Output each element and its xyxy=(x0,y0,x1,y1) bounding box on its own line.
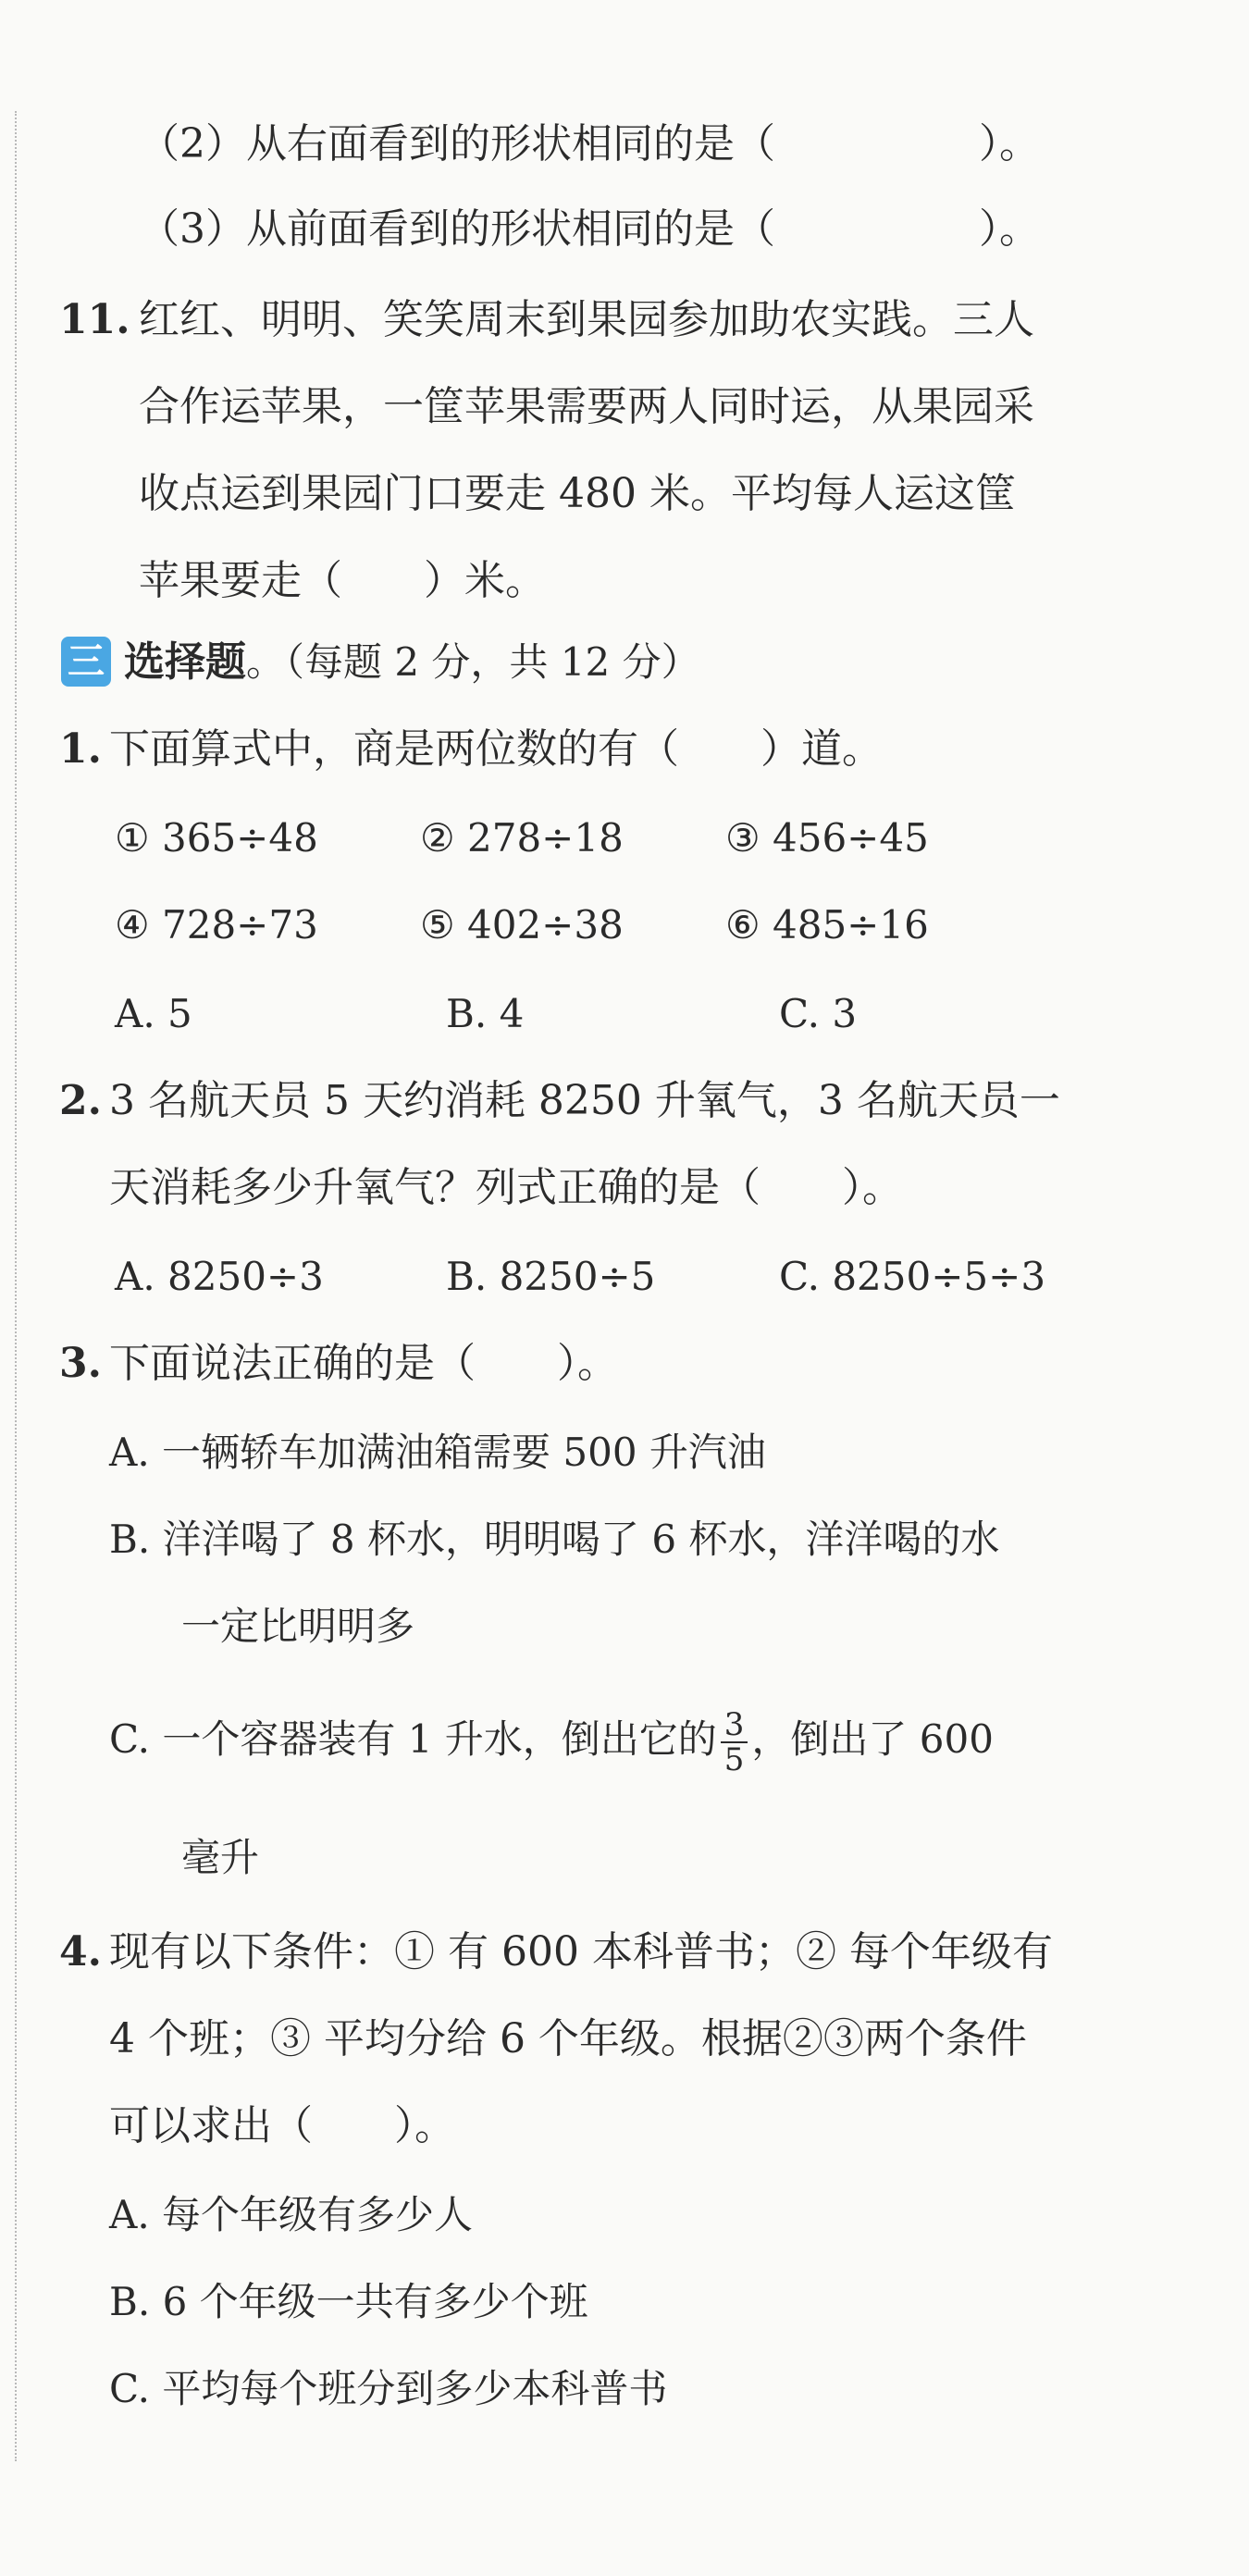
c1-item-3: ③ 456÷45 xyxy=(725,815,929,861)
page-margin-line xyxy=(15,111,17,2461)
fraction-numerator: 3 xyxy=(721,1708,748,1743)
c3-number: 3. xyxy=(59,1340,102,1387)
q10-sub3: （3）从前面看到的形状相同的是（ ）。 xyxy=(139,205,1040,253)
c1-item-5: ⑤ 402÷38 xyxy=(420,902,624,947)
c4-line2: 4 个班；③ 平均分给 6 个年级。根据②③两个条件 xyxy=(109,2015,1027,2062)
c2-option-c: C. 8250÷5÷3 xyxy=(779,1254,1046,1299)
c4-option-b: B. 6 个年级一共有多少个班 xyxy=(109,2279,588,2324)
c3-option-c-post: ，倒出了 600 xyxy=(751,1716,994,1762)
c1-option-a: A. 5 xyxy=(115,991,192,1036)
c3-option-c-pre: C. 一个容器装有 1 升水，倒出它的 xyxy=(109,1716,717,1762)
c4-number: 4. xyxy=(59,1928,102,1975)
c3-option-c-line2: 毫升 xyxy=(181,1835,260,1880)
section-title: 选择题 xyxy=(124,638,246,686)
c1-stem: 下面算式中，商是两位数的有（ ）道。 xyxy=(109,725,883,773)
c2-line1: 3 名航天员 5 天约消耗 8250 升氧气，3 名航天员一 xyxy=(109,1077,1060,1124)
q11-line2: 合作运苹果，一筐苹果需要两人同时运，从果园采 xyxy=(139,383,1034,430)
c4-option-c: C. 平均每个班分到多少本科普书 xyxy=(109,2366,668,2411)
c1-item-2: ② 278÷18 xyxy=(420,815,624,861)
c1-option-b: B. 4 xyxy=(446,991,525,1036)
fraction xyxy=(721,1708,748,1777)
q11-line1: 红红、明明、笑笑周末到果园参加助农实践。三人 xyxy=(139,296,1034,343)
c2-line2: 天消耗多少升氧气？列式正确的是（ ）。 xyxy=(109,1164,903,1211)
c3-option-c-line1 xyxy=(109,1708,994,1777)
c1-item-6: ⑥ 485÷16 xyxy=(725,902,929,947)
c1-option-c: C. 3 xyxy=(779,991,858,1036)
c2-option-a: A. 8250÷3 xyxy=(115,1254,324,1299)
q10-sub2: （2）从右面看到的形状相同的是（ ）。 xyxy=(139,120,1040,167)
q11-number: 11. xyxy=(59,296,130,343)
c4-line1: 现有以下条件：① 有 600 本科普书；② 每个年级有 xyxy=(109,1928,1053,1975)
c4-option-a: A. 每个年级有多少人 xyxy=(109,2192,474,2237)
section-note: 。（每题 2 分，共 12 分） xyxy=(246,639,700,685)
c1-number: 1. xyxy=(59,725,102,773)
c3-option-a: A. 一辆轿车加满油箱需要 500 升汽油 xyxy=(109,1430,766,1475)
c3-stem: 下面说法正确的是（ ）。 xyxy=(109,1340,618,1387)
q11-line3: 收点运到果园门口要走 480 米。平均每人运这筐 xyxy=(139,470,1016,517)
q11-line4: 苹果要走（ ）米。 xyxy=(139,557,546,604)
c3-option-b-line1: B. 洋洋喝了 8 杯水，明明喝了 6 杯水，洋洋喝的水 xyxy=(109,1517,1000,1562)
c4-line3: 可以求出（ ）。 xyxy=(109,2102,455,2149)
section-heading xyxy=(124,635,700,690)
c1-item-4: ④ 728÷73 xyxy=(115,902,318,947)
c1-item-1: ① 365÷48 xyxy=(115,815,318,861)
c2-number: 2. xyxy=(59,1077,102,1124)
c2-option-b: B. 8250÷5 xyxy=(446,1254,656,1299)
c3-option-b-line2: 一定比明明多 xyxy=(181,1604,415,1649)
fraction-denominator: 5 xyxy=(723,1741,745,1778)
section-badge: 三 xyxy=(61,637,111,687)
